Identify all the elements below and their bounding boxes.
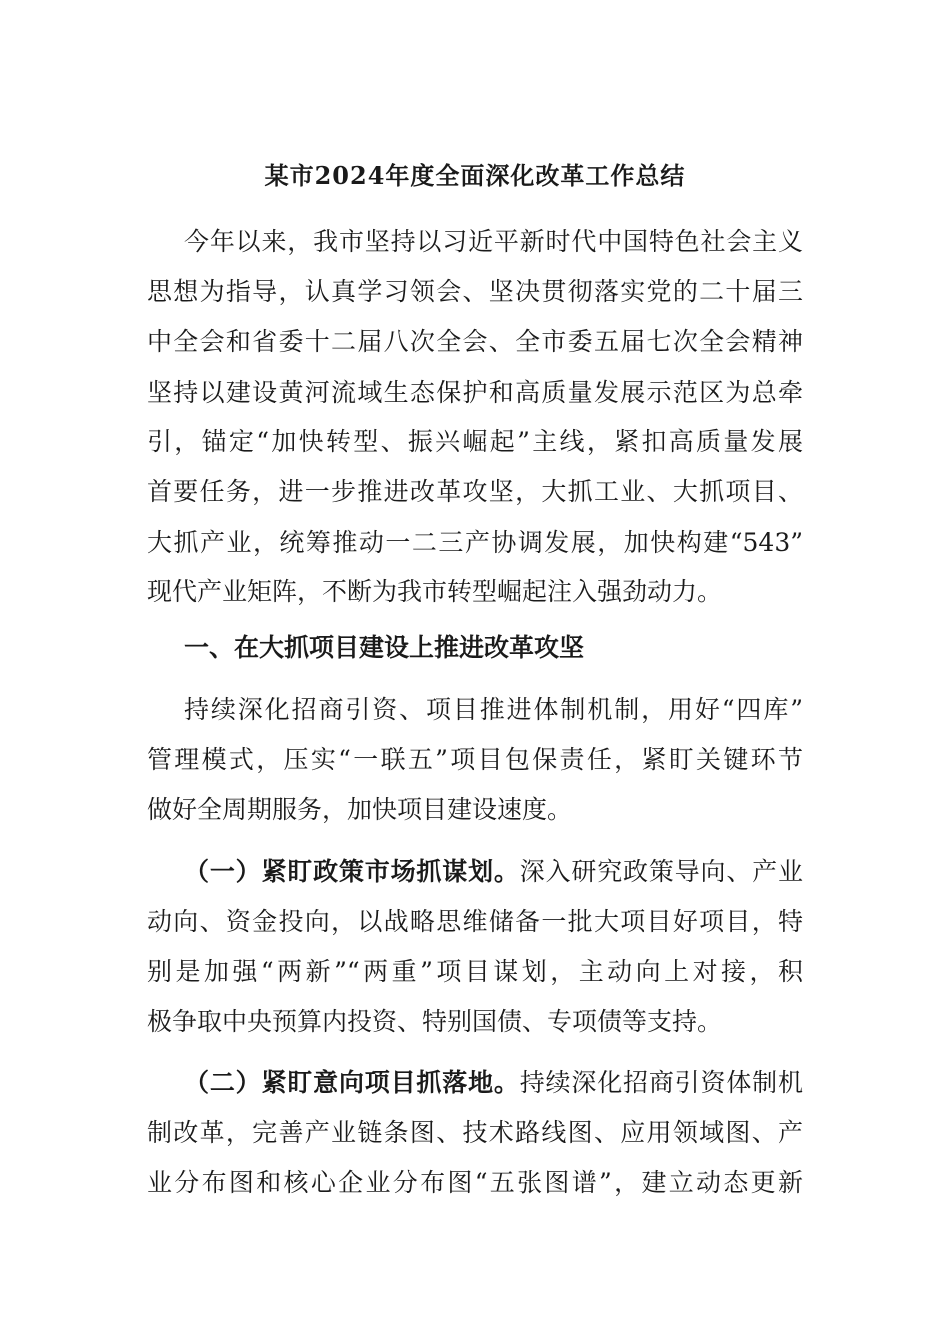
item1-first-rest: 深入研究政策导向、产业 xyxy=(519,857,803,886)
item1-line-3: 别是加强“两新”“两重”项目谋划，主动向上对接，积 xyxy=(147,957,803,986)
item2-line-2: 制改革，完善产业链条图、技术路线图、应用领域图、产 xyxy=(147,1118,803,1147)
intro-line-6: 首要任务，进一步推进改革攻坚，大抓工业、大抓项目、 xyxy=(147,477,803,506)
item2-line-1 xyxy=(184,1066,803,1100)
intro-line-3: 中全会和省委十二届八次全会、全市委五届七次全会精神 xyxy=(147,327,803,356)
section1-line-3: 做好全周期服务，加快项目建设速度。 xyxy=(147,795,573,824)
item2-first-rest: 持续深化招商引资体制机 xyxy=(519,1068,803,1097)
item2-line-3: 业分布图和核心企业分布图“五张图谱”，建立动态更新 xyxy=(147,1168,803,1197)
section1-line-2: 管理模式，压实“一联五”项目包保责任，紧盯关键环节 xyxy=(147,745,803,774)
section-heading-1: 一、在大抓项目建设上推进改革攻坚 xyxy=(184,633,585,662)
item1-label: （一）紧盯政策市场抓谋划。 xyxy=(184,857,520,886)
item1-line-2: 动向、资金投向，以战略思维储备一批大项目好项目，特 xyxy=(147,907,803,936)
item1-line-4: 极争取中央预算内投资、特别国债、专项债等支持。 xyxy=(147,1007,723,1036)
intro-line-8: 现代产业矩阵，不断为我市转型崛起注入强劲动力。 xyxy=(147,577,723,606)
intro-line-4: 坚持以建设黄河流域生态保护和高质量发展示范区为总牵 xyxy=(147,378,803,407)
item1-line-1 xyxy=(184,855,803,889)
section1-line-1: 持续深化招商引资、项目推进体制机制，用好“四库” xyxy=(184,695,803,724)
intro-line-2: 思想为指导，认真学习领会、坚决贯彻落实党的二十届三 xyxy=(147,277,803,306)
item2-label: （二）紧盯意向项目抓落地。 xyxy=(184,1068,520,1097)
intro-line-5: 引，锚定“加快转型、振兴崛起”主线，紧扣高质量发展 xyxy=(147,427,803,456)
intro-line-1: 今年以来，我市坚持以习近平新时代中国特色社会主义 xyxy=(184,227,803,256)
document-title: 某市2024年度全面深化改革工作总结 xyxy=(264,161,686,190)
intro-line-7: 大抓产业，统筹推动一二三产协调发展，加快构建“543” xyxy=(147,528,803,557)
